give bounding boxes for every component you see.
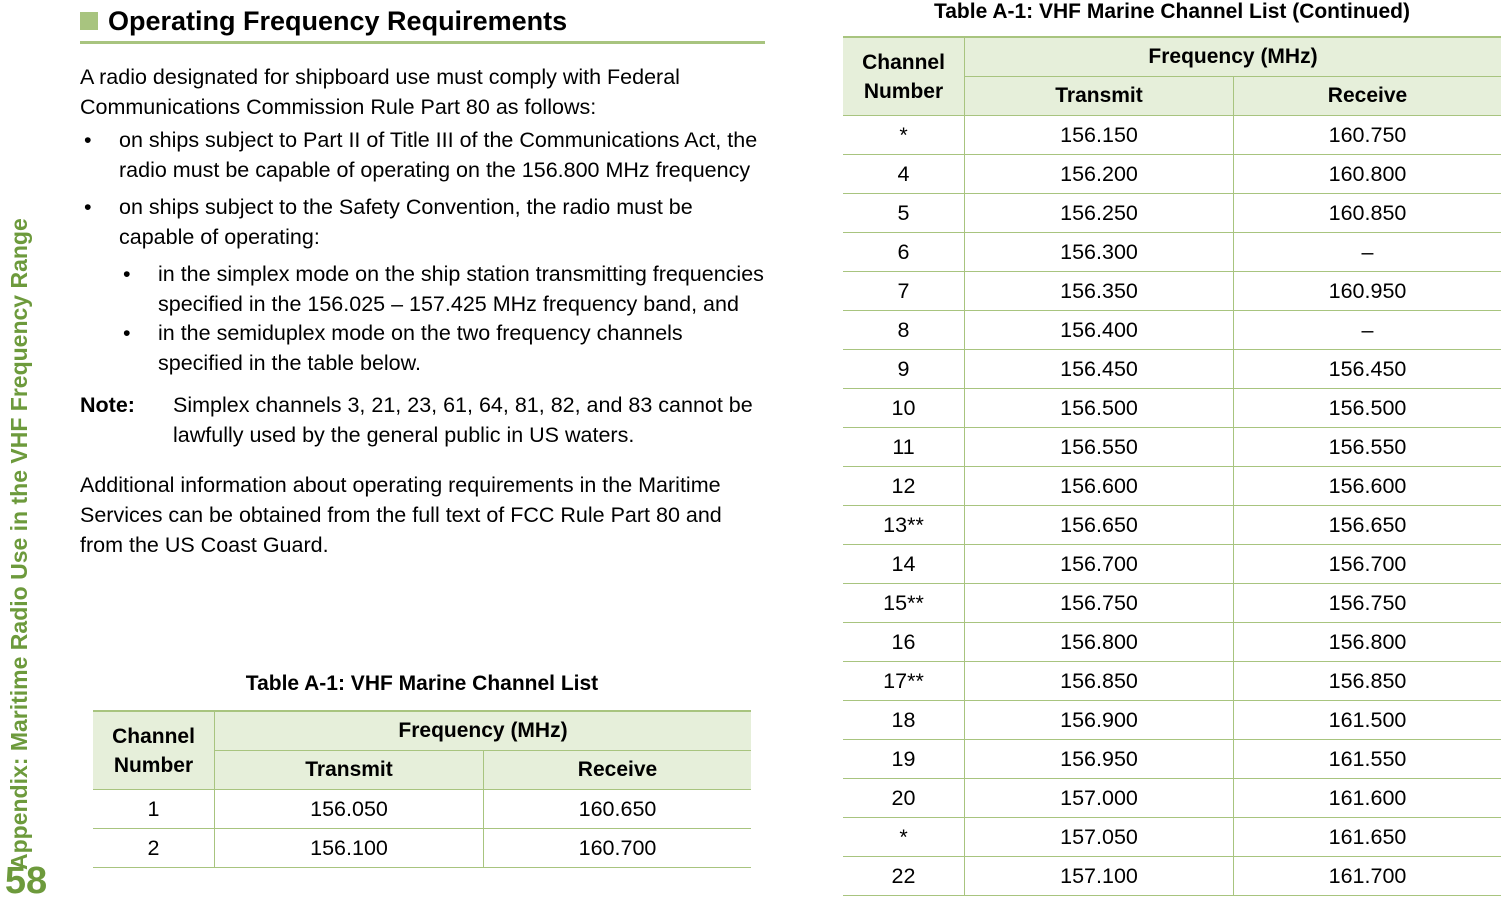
channel-table-continued [843,36,1501,896]
channel-cell: * [843,116,965,155]
intro-paragraph: A radio designated for shipboard use must comply with Federal Communications Commission Rule Part 80 as follows: [80,65,680,119]
channel-cell: 4 [843,155,965,194]
transmit-cell: 156.550 [965,428,1234,467]
table-row [843,584,1501,623]
sub-bullet-text: in the semiduplex mode on the two frequency channels specified in the table below. [158,321,683,375]
table-row [843,311,1501,350]
channel-number-header: Channel Number [93,711,215,790]
running-title: Appendix: Maritime Radio Use in the VHF Frequency Range [6,218,32,870]
table-row [93,790,751,829]
transmit-cell: 156.200 [965,155,1234,194]
section-title: Operating Frequency Requirements [108,5,568,36]
receive-header: Receive [1234,77,1501,116]
table1-body [93,790,751,868]
transmit-cell: 157.000 [965,779,1234,818]
transmit-cell: 157.050 [965,818,1234,857]
table-row [843,194,1501,233]
note [80,391,765,450]
additional-paragraph: Additional information about operating requirements in the Maritime Services can be obtained from the full text of FCC Rule Part 80 and from the US Coast Guard. [80,473,722,557]
transmit-cell: 156.450 [965,350,1234,389]
channel-cell: 19 [843,740,965,779]
receive-cell: 161.500 [1234,701,1501,740]
table2-caption: Table A-1: VHF Marine Channel List (Continued) [933,0,1410,23]
table-row [93,829,751,868]
transmit-cell: 156.800 [965,623,1234,662]
note-label: Note: [80,393,135,417]
receive-cell: 156.650 [1234,506,1501,545]
transmit-cell: 156.500 [965,389,1234,428]
channel-cell: 8 [843,311,965,350]
transmit-cell: 156.850 [965,662,1234,701]
channel-cell: 2 [93,829,215,868]
table-row [843,155,1501,194]
receive-cell: 160.950 [1234,272,1501,311]
channel-cell: 10 [843,389,965,428]
transmit-cell: 156.700 [965,545,1234,584]
table-row [843,818,1501,857]
frequency-header: Frequency (MHz) [215,711,752,751]
sub-bullet-text: in the simplex mode on the ship station transmitting frequencies specified in the 156.025 – 157.425 MHz frequency band, and [158,262,764,316]
sub-list-item [119,319,765,378]
receive-cell: 160.700 [484,829,752,868]
left-column [80,0,765,582]
transmit-cell: 156.900 [965,701,1234,740]
page-number: 58 [4,860,48,902]
receive-cell: – [1234,233,1501,272]
sub-list-item [119,260,765,319]
receive-cell: 156.700 [1234,545,1501,584]
transmit-cell: 156.050 [215,790,484,829]
channel-cell: * [843,818,965,857]
list-item [80,193,765,378]
transmit-cell: 156.650 [965,506,1234,545]
transmit-cell: 156.600 [965,467,1234,506]
receive-cell: 156.800 [1234,623,1501,662]
channel-cell: 6 [843,233,965,272]
table-row [843,740,1501,779]
bullet-text: on ships subject to the Safety Convention, the radio must be capable of operating: [119,195,693,249]
table-row [843,467,1501,506]
table-row [843,662,1501,701]
sub-list [119,260,765,378]
list-item [80,126,765,185]
channel-cell: 9 [843,350,965,389]
table-row [843,545,1501,584]
transmit-cell: 156.150 [965,116,1234,155]
table-row [843,623,1501,662]
table-row [843,701,1501,740]
receive-cell: 160.650 [484,790,752,829]
receive-header: Receive [484,751,752,790]
transmit-cell: 156.350 [965,272,1234,311]
heading-square-icon [80,12,98,30]
channel-cell: 5 [843,194,965,233]
transmit-cell: 156.400 [965,311,1234,350]
channel-cell: 7 [843,272,965,311]
receive-cell: 156.500 [1234,389,1501,428]
receive-cell: 156.550 [1234,428,1501,467]
table-row [843,389,1501,428]
table1-caption: Table A-1: VHF Marine Channel List [245,672,599,695]
table-row [843,857,1501,896]
table-row [843,233,1501,272]
receive-cell: 156.850 [1234,662,1501,701]
channel-cell: 20 [843,779,965,818]
transmit-header: Transmit [965,77,1234,116]
transmit-cell: 156.750 [965,584,1234,623]
channel-cell: 14 [843,545,965,584]
receive-cell: 161.550 [1234,740,1501,779]
table-row [843,350,1501,389]
table-row [843,428,1501,467]
receive-cell: 161.600 [1234,779,1501,818]
channel-cell: 13** [843,506,965,545]
channel-cell: 16 [843,623,965,662]
channel-number-header: Channel Number [843,37,965,116]
receive-cell: 160.800 [1234,155,1501,194]
channel-cell: 22 [843,857,965,896]
receive-cell: 156.450 [1234,350,1501,389]
channel-cell: 1 [93,790,215,829]
channel-cell: 18 [843,701,965,740]
transmit-header: Transmit [215,751,484,790]
channel-cell: 11 [843,428,965,467]
receive-cell: 156.750 [1234,584,1501,623]
section-heading [80,0,765,44]
receive-cell: 156.600 [1234,467,1501,506]
receive-cell: 160.850 [1234,194,1501,233]
transmit-cell: 156.950 [965,740,1234,779]
note-text: Simplex channels 3, 21, 23, 61, 64, 81, 82, and 83 cannot be lawfully used by the general public in US waters. [173,393,753,447]
transmit-cell: 156.300 [965,233,1234,272]
frequency-header: Frequency (MHz) [965,37,1501,77]
table-row [843,116,1501,155]
channel-table [93,710,751,868]
transmit-cell: 156.250 [965,194,1234,233]
transmit-cell: 156.100 [215,829,484,868]
table-row [843,506,1501,545]
receive-cell: 161.650 [1234,818,1501,857]
channel-cell: 17** [843,662,965,701]
transmit-cell: 157.100 [965,857,1234,896]
table-row [843,272,1501,311]
requirement-list [80,126,765,378]
channel-cell: 15** [843,584,965,623]
receive-cell: – [1234,311,1501,350]
table-row [843,779,1501,818]
receive-cell: 160.750 [1234,116,1501,155]
channel-cell: 12 [843,467,965,506]
table2-body [843,116,1501,896]
bullet-text: on ships subject to Part II of Title III of the Communications Act, the radio must be capable of operating on the 156.800 MHz frequency [119,128,758,182]
receive-cell: 161.700 [1234,857,1501,896]
